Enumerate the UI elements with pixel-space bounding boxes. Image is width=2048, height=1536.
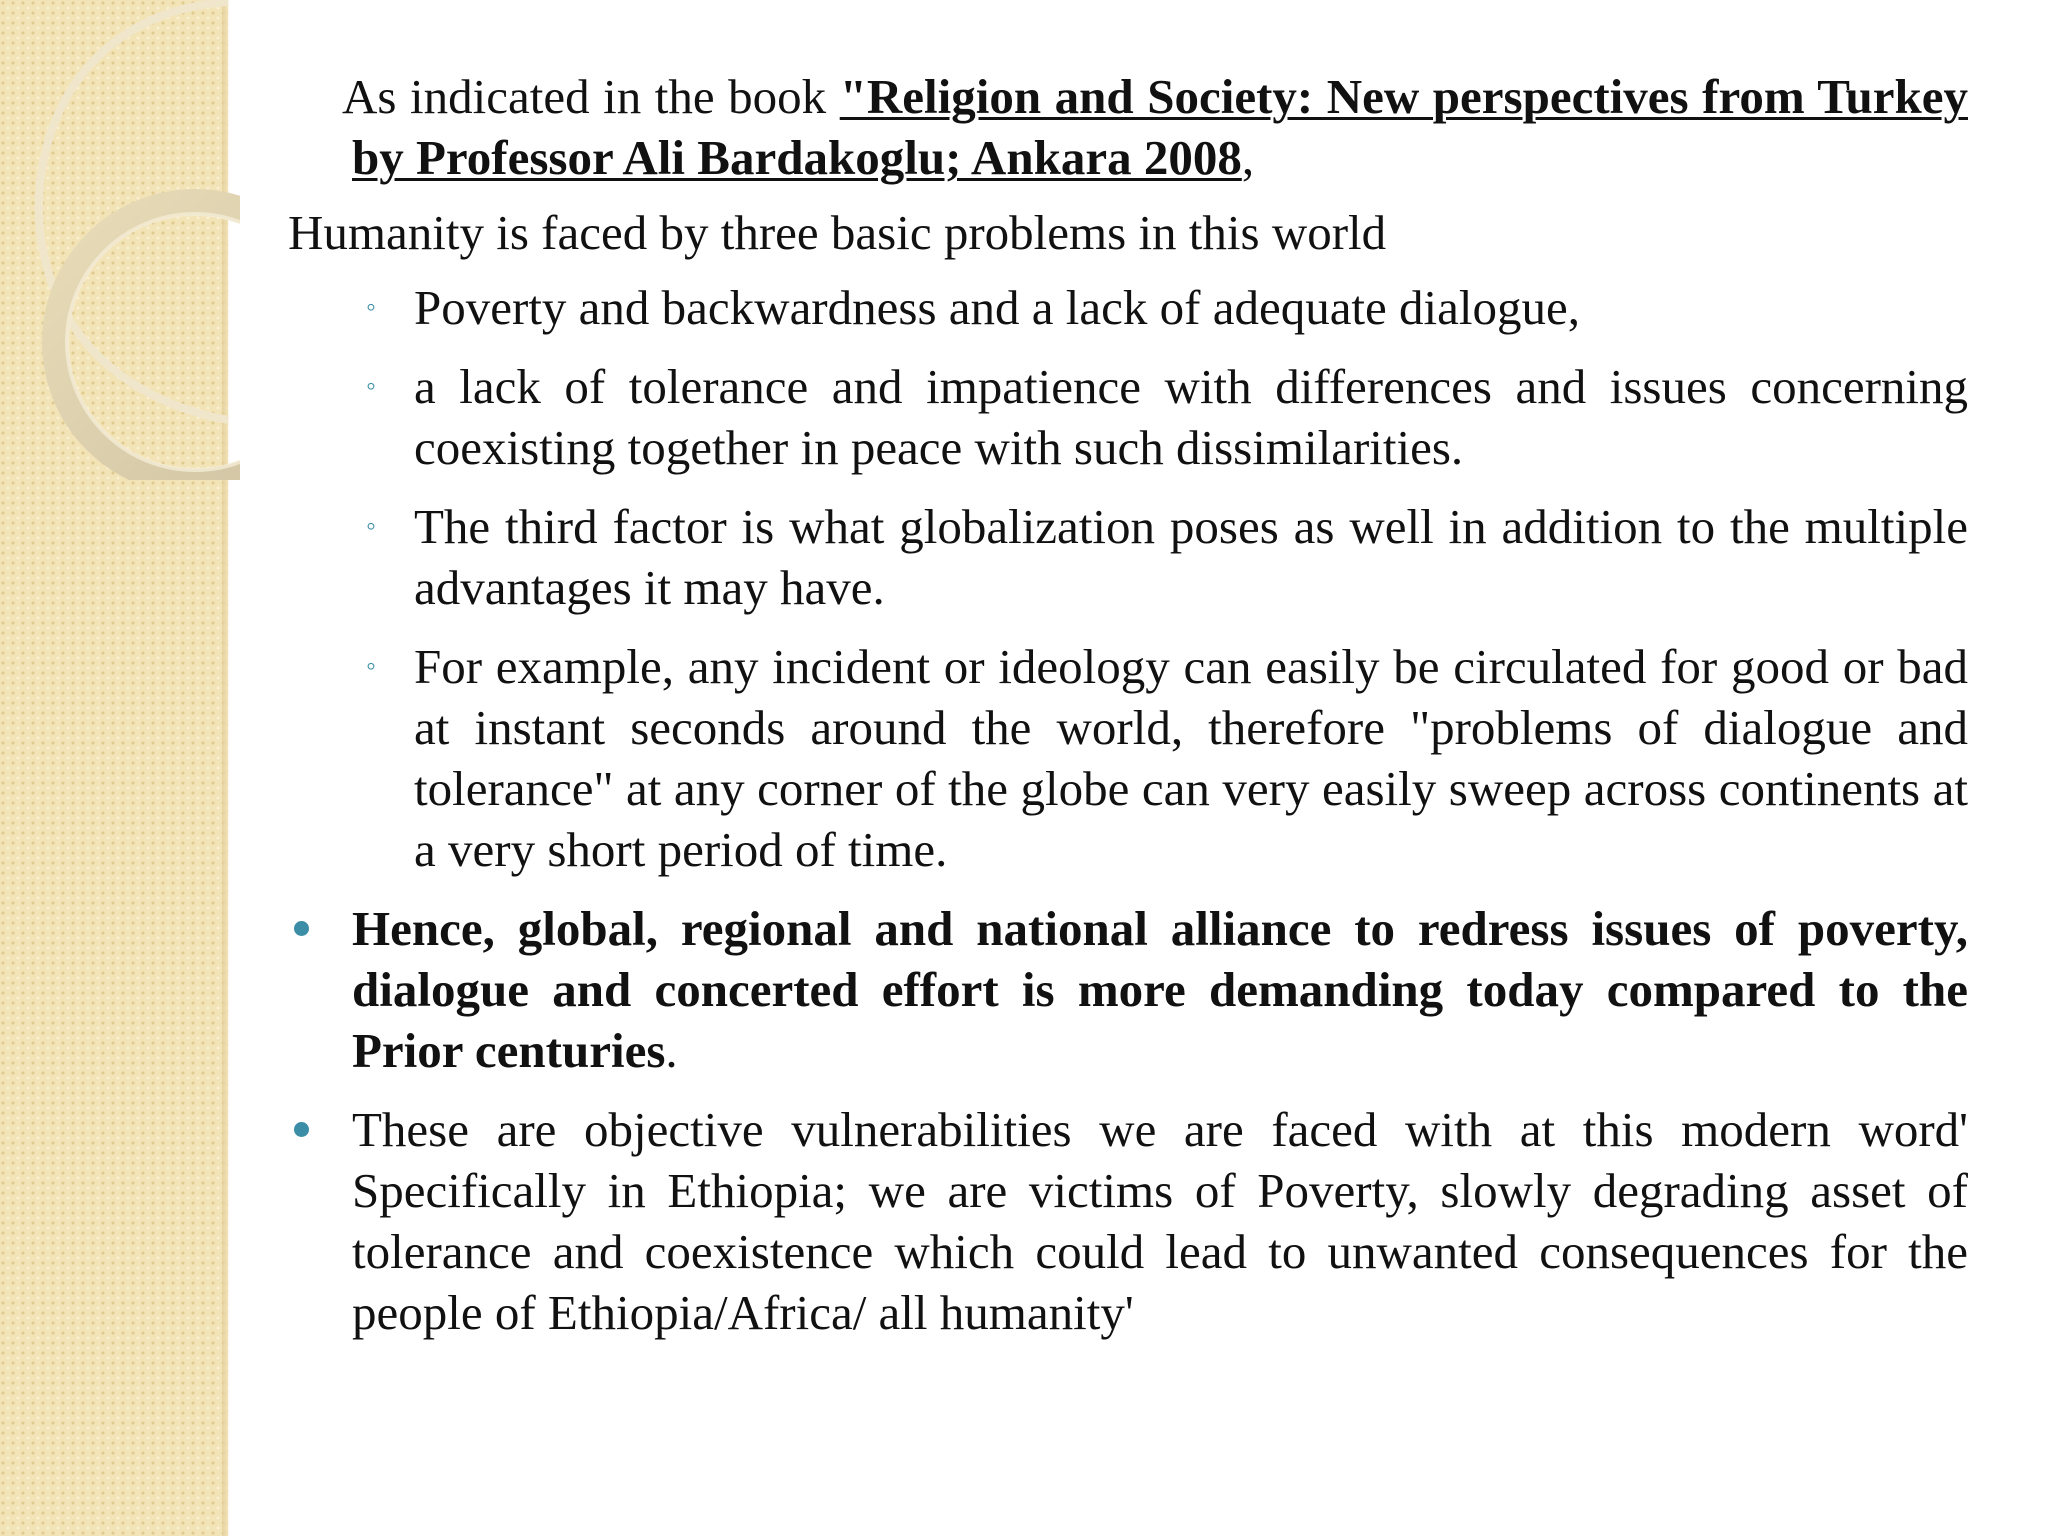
hollow-bullet-icon: ◦ [366, 292, 376, 323]
problem-list [288, 277, 1968, 880]
filled-bullet-icon [294, 1122, 309, 1137]
lead-statement: Humanity is faced by three basic problems in this world [288, 205, 1387, 260]
list-item-text: a lack of tolerance and impatience with differences and issues concerning coexisting together in peace with such dissimilarities. [414, 359, 1968, 475]
list-item [288, 496, 1968, 618]
list-item [288, 898, 1968, 1081]
hollow-bullet-icon: ◦ [366, 511, 376, 542]
hollow-bullet-icon: ◦ [366, 651, 376, 682]
decorative-rings [0, 0, 240, 480]
emphasis-text: Hence, global, regional and national alliance to redress issues of poverty, dialogue and concerted effort is more demanding today compared to the Prior centuries [352, 901, 1968, 1078]
hollow-bullet-icon: ◦ [366, 371, 376, 402]
emphasis-tail: . [665, 1023, 678, 1078]
slide-body [288, 66, 1968, 1361]
list-item [288, 277, 1968, 338]
list-item [288, 356, 1968, 478]
list-item-text: The third factor is what globalization poses as well in addition to the multiple advantages it may have. [414, 499, 1968, 615]
list-item [288, 636, 1968, 880]
intro-paragraph [288, 66, 1968, 188]
list-item-text: These are objective vulnerabilities we are faced with at this modern word' Specifically in Ethiopia; we are victims of Poverty, slowly degrading asset of tolerance and coexistence which could lead to unwanted consequences for the people of Ethiopia/Africa/ all humanity' [352, 1102, 1968, 1340]
list-item-text: Poverty and backwardness and a lack of adequate dialogue, [414, 280, 1581, 335]
filled-bullet-icon [294, 921, 309, 936]
list-item-text: For example, any incident or ideology can easily be circulated for good or bad at instant seconds around the world, therefore "problems of dialogue and tolerance" at any corner of the globe can very easily sweep across continents at a very short period of time. [414, 639, 1968, 877]
intro-suffix: , [1241, 130, 1255, 185]
book-title: "Religion and Society: New perspectives from Turkey by Professor Ali Bardakoglu; Ankara 2008 [352, 69, 1968, 185]
list-item [288, 1099, 1968, 1343]
conclusion-list [288, 898, 1968, 1343]
intro-prefix: As indicated in the book [342, 69, 840, 124]
